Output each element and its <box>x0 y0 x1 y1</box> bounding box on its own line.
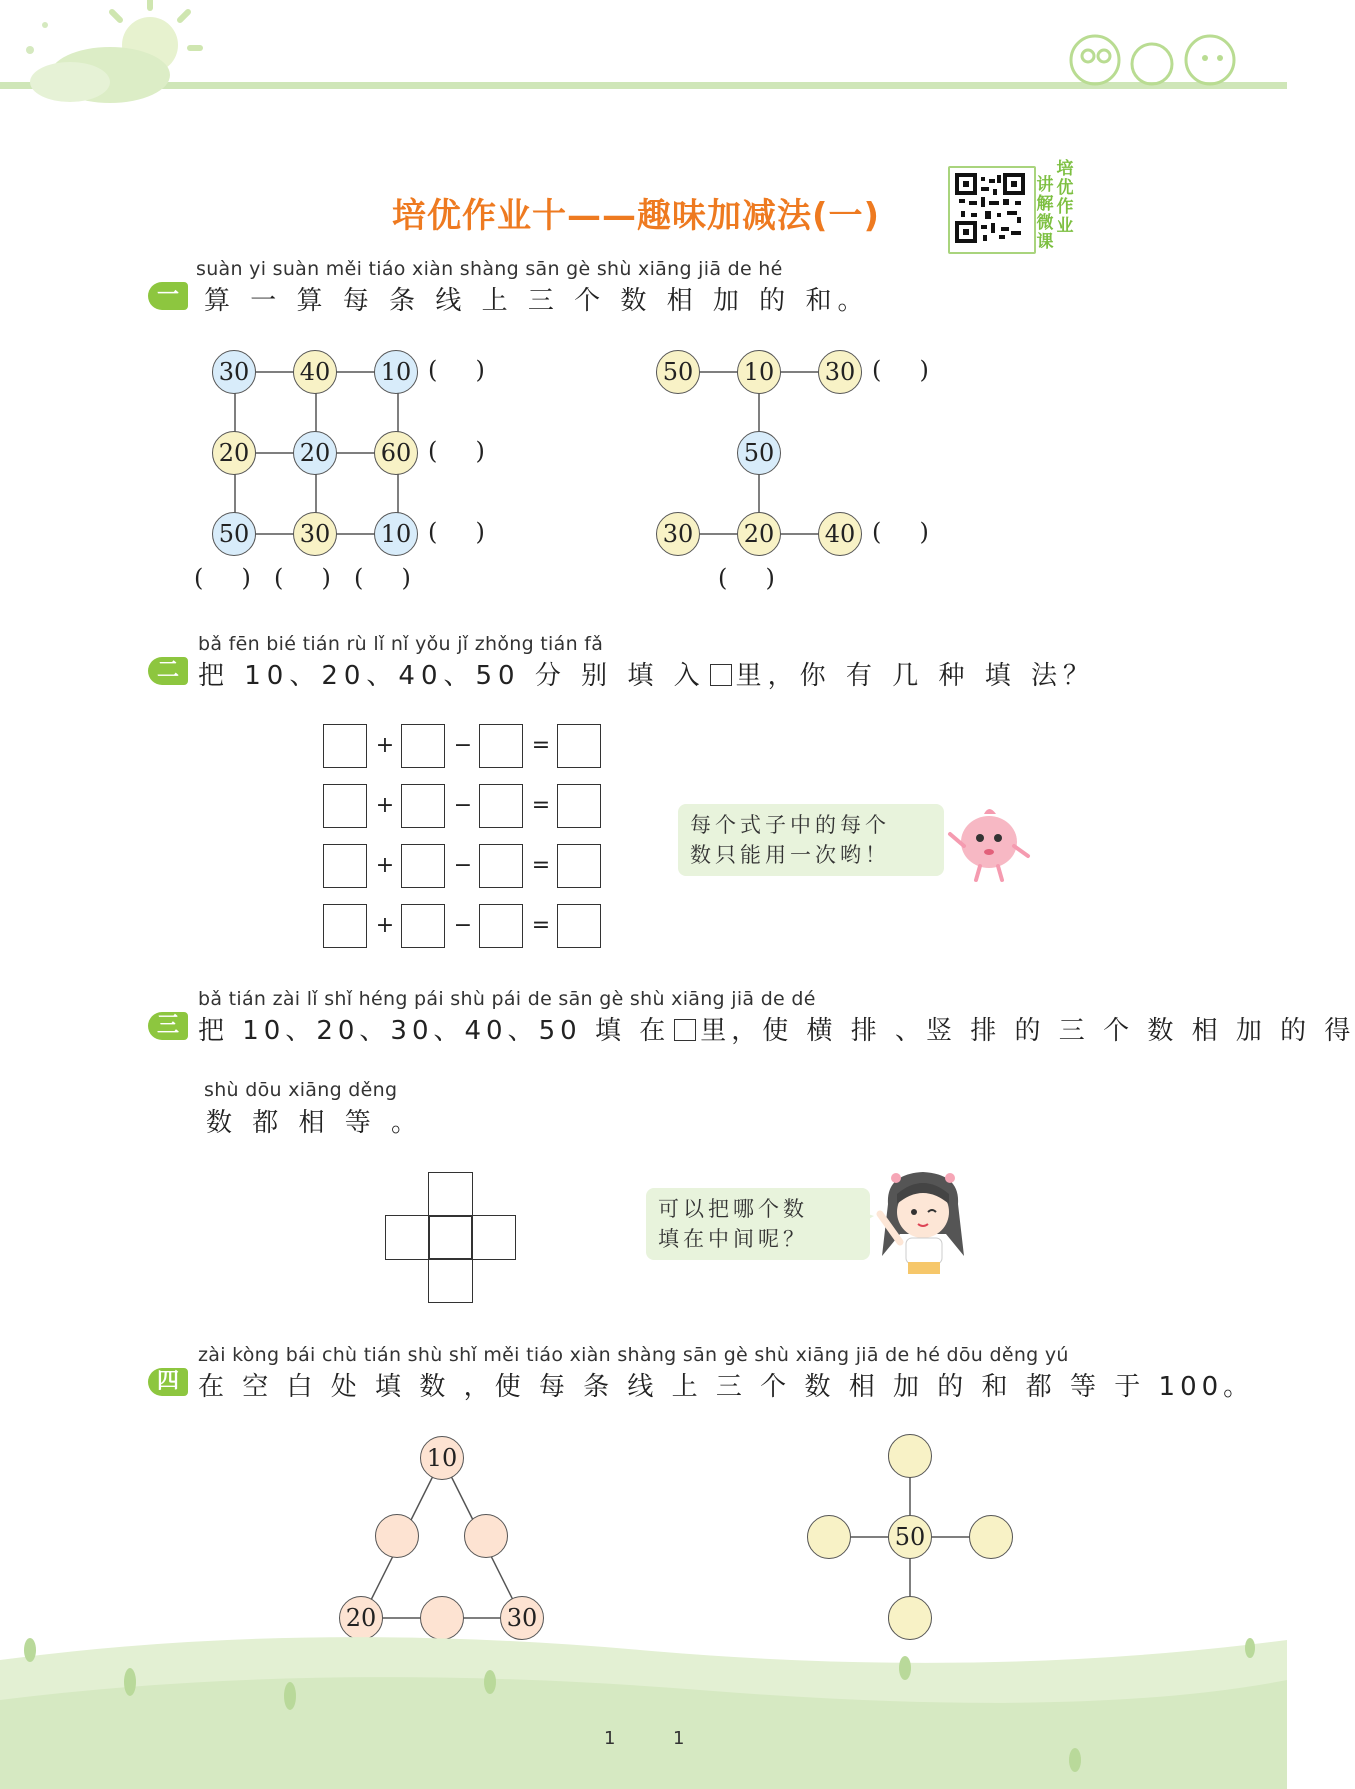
z-node-middle: 50 <box>737 431 781 475</box>
qr-code-icon[interactable] <box>955 173 1025 243</box>
equation-3-box-4[interactable] <box>557 844 601 888</box>
footer-hills-decoration <box>0 1620 1287 1789</box>
z-answer-bottom[interactable]: ( ) <box>872 518 929 546</box>
bubble-tail-1 <box>920 822 942 844</box>
answer-row2[interactable]: ( ) <box>428 437 485 465</box>
equation-3-box-2[interactable] <box>401 844 445 888</box>
z-node-bottom-right: 40 <box>818 512 862 556</box>
equation-4-operator-3: = <box>531 913 551 938</box>
equation-2-box-1[interactable] <box>323 784 367 828</box>
z-node-top-middle: 10 <box>737 350 781 394</box>
section2-badge: 二 <box>148 657 188 685</box>
hint-bubble-2-line2: 填在中间呢？ <box>658 1227 808 1251</box>
section2-question-end: 里，你 有 几 种 填 法？ <box>735 661 1095 691</box>
equation-1-operator-2: − <box>453 733 473 758</box>
equation-2-operator-2: − <box>453 793 473 818</box>
cross-cell-bottom[interactable] <box>428 1258 473 1303</box>
answer-row3[interactable]: ( ) <box>428 518 485 546</box>
section1-question: 算 一 算 每 条 线 上 三 个 数 相 加 的 和。 <box>204 286 870 316</box>
z-answer-vertical[interactable]: ( ) <box>718 564 775 592</box>
z-node-top-right: 30 <box>818 350 862 394</box>
cross-cell-top[interactable] <box>428 1172 473 1217</box>
grid-node-r1-c2: 40 <box>293 350 337 394</box>
answer-col2[interactable]: ( ) <box>274 564 331 592</box>
section3-question-start: 把 10、20、30、40、50 填 在 <box>198 1016 671 1046</box>
page-number-left: 1 <box>604 1728 616 1749</box>
equation-3-box-1[interactable] <box>323 844 367 888</box>
cross-cell-center[interactable] <box>428 1215 473 1260</box>
section3-question-end: 里，使 横 排 、竖 排 的 三 个 数 相 加 的 得 <box>700 1016 1355 1046</box>
hint-bubble-1 <box>678 804 944 876</box>
qr-caption-left: 讲解微课 <box>1036 175 1054 252</box>
equation-1-box-1[interactable] <box>323 724 367 768</box>
grid-node-r2-c2: 20 <box>293 431 337 475</box>
equation-1-operator-1: + <box>375 733 395 758</box>
inline-box-icon <box>674 1019 696 1041</box>
page-title: 培优作业十——趣味加减法(一) <box>392 196 881 236</box>
equation-2-operator-1: + <box>375 793 395 818</box>
equation-2-box-4[interactable] <box>557 784 601 828</box>
section3-badge: 三 <box>148 1012 188 1040</box>
triangle-node-left-middle[interactable] <box>375 1514 419 1558</box>
section4-badge: 四 <box>148 1368 188 1396</box>
equation-1-box-4[interactable] <box>557 724 601 768</box>
pink-creature-illustration <box>944 798 1034 882</box>
section1-pinyin: suàn yi suàn měi tiáo xiàn shàng sān gè shù xiāng jiā de hé <box>196 258 783 280</box>
equation-2-box-2[interactable] <box>401 784 445 828</box>
equation-2-operator-3: = <box>531 793 551 818</box>
answer-col1[interactable]: ( ) <box>194 564 251 592</box>
qr-caption-right: 培优作业 <box>1056 159 1074 236</box>
equation-1-box-2[interactable] <box>401 724 445 768</box>
hint-bubble-1-line1: 每个式子中的每个 <box>690 813 890 837</box>
sun-cloud-decoration <box>0 0 260 120</box>
equation-4-operator-1: + <box>375 913 395 938</box>
cross-cell-right[interactable] <box>471 1215 516 1260</box>
equation-1-operator-3: = <box>531 733 551 758</box>
triangle-node-top: 10 <box>420 1436 464 1480</box>
answer-col3[interactable]: ( ) <box>354 564 411 592</box>
page-number-right: 1 <box>673 1728 685 1749</box>
equation-1-box-3[interactable] <box>479 724 523 768</box>
section3-pinyin-line2: shù dōu xiāng děng <box>204 1079 398 1101</box>
grid-node-r2-c3: 60 <box>374 431 418 475</box>
grid-node-r3-c3: 10 <box>374 512 418 556</box>
section3-pinyin: bǎ tián zài lǐ shǐ héng pái shù pái de sān gè shù xiāng jiā de dé <box>198 988 816 1010</box>
equation-3-box-3[interactable] <box>479 844 523 888</box>
cross-node-right[interactable] <box>969 1515 1013 1559</box>
equation-4-box-4[interactable] <box>557 904 601 948</box>
section2-question-start: 把 10、20、40、50 分 别 填 入 <box>198 661 706 691</box>
section2-pinyin: bǎ fēn bié tián rù lǐ nǐ yǒu jǐ zhǒng tián fǎ <box>198 633 604 655</box>
equation-3-operator-3: = <box>531 853 551 878</box>
section4-question: 在 空 白 处 填 数 ，使 每 条 线 上 三 个 数 相 加 的 和 都 等 于 100。 <box>198 1372 1255 1402</box>
hint-bubble-2 <box>646 1188 870 1260</box>
triangle-node-bottom-left: 20 <box>339 1596 383 1640</box>
triangle-node-bottom-right: 30 <box>500 1596 544 1640</box>
inline-box-icon <box>710 664 732 686</box>
grid-node-r1-c1: 30 <box>212 350 256 394</box>
equation-4-box-2[interactable] <box>401 904 445 948</box>
cross-cell-left[interactable] <box>385 1215 430 1260</box>
z-node-bottom-left: 30 <box>656 512 700 556</box>
section3-question-line2: 数 都 相 等 。 <box>206 1108 424 1138</box>
z-node-bottom-middle: 20 <box>737 512 781 556</box>
grid-node-r3-c1: 50 <box>212 512 256 556</box>
z-answer-top[interactable]: ( ) <box>872 356 929 384</box>
equation-2-box-3[interactable] <box>479 784 523 828</box>
cross-node-top[interactable] <box>888 1434 932 1478</box>
equation-4-operator-2: − <box>453 913 473 938</box>
section2-question <box>198 655 1095 692</box>
hint-bubble-2-line1: 可以把哪个数 <box>658 1197 808 1221</box>
cross-node-left[interactable] <box>807 1515 851 1559</box>
section3-question <box>198 1010 1355 1047</box>
equation-4-box-1[interactable] <box>323 904 367 948</box>
equation-3-operator-1: + <box>375 853 395 878</box>
section4-pinyin: zài kòng bái chù tián shù shǐ měi tiáo xiàn shàng sān gè shù xiāng jiā de hé dōu děng yú <box>198 1344 1069 1366</box>
section1-badge: 一 <box>148 282 188 310</box>
grid-node-r3-c2: 30 <box>293 512 337 556</box>
answer-row1[interactable]: ( ) <box>428 356 485 384</box>
cross-node-center: 50 <box>888 1515 932 1559</box>
grid-node-r2-c1: 20 <box>212 431 256 475</box>
equation-4-box-3[interactable] <box>479 904 523 948</box>
z-node-top-left: 50 <box>656 350 700 394</box>
equation-3-operator-2: − <box>453 853 473 878</box>
girl-illustration <box>868 1164 978 1276</box>
grid-node-r1-c3: 10 <box>374 350 418 394</box>
triangle-node-right-middle[interactable] <box>464 1514 508 1558</box>
animal-faces-decoration <box>1060 20 1260 90</box>
hint-bubble-1-line2: 数只能用一次哟！ <box>690 843 890 867</box>
